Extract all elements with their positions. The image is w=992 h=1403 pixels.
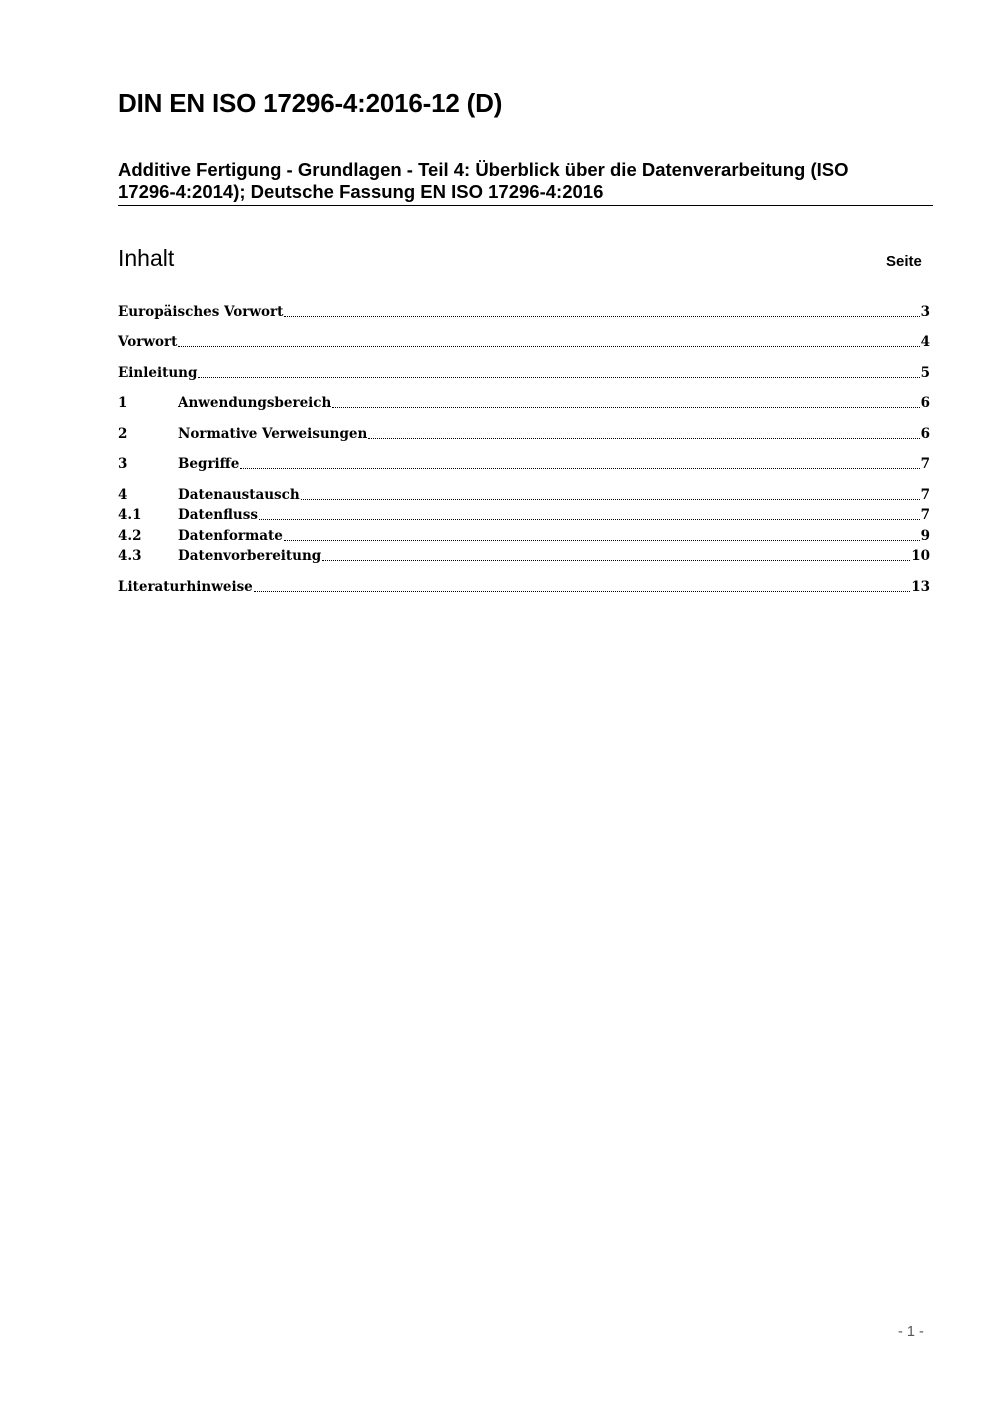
- toc-entry-vorwort[interactable]: [118, 332, 930, 352]
- page-number: - 1 -: [898, 1324, 924, 1340]
- toc-entry-page: 9: [920, 528, 930, 544]
- toc-entry-page: 6: [920, 426, 930, 442]
- toc-entry-title: Normative Verweisungen: [178, 426, 368, 442]
- page-column-label: Seite: [886, 253, 922, 270]
- toc-dot-leader: [301, 499, 920, 500]
- toc-entry-page: 10: [911, 548, 930, 564]
- toc-entry-einleitung[interactable]: [118, 363, 930, 383]
- toc-entry-datenaustausch[interactable]: [118, 485, 930, 505]
- toc-entry-literaturhinweise[interactable]: [118, 577, 930, 597]
- toc-dot-leader: [368, 438, 919, 439]
- toc-entry-page: 3: [920, 304, 930, 320]
- toc-entry-title: Vorwort: [118, 334, 178, 350]
- document-subtitle-line-2: 17296-4:2014); Deutsche Fassung EN ISO 17296-4:2016: [118, 181, 604, 202]
- toc-dot-leader: [284, 540, 920, 541]
- toc-entry-page: 7: [920, 456, 930, 472]
- toc-entry-anwendungsbereich[interactable]: [118, 393, 930, 413]
- document-subtitle-line-1: Additive Fertigung - Grundlagen - Teil 4: Überblick über die Datenverarbeitung (ISO: [118, 159, 849, 180]
- toc-entry-title: Datenaustausch: [178, 487, 300, 503]
- toc-entry-datenfluss[interactable]: [118, 505, 930, 525]
- toc-entry-number: 4: [118, 487, 128, 503]
- toc-entry-title: Literaturhinweise: [118, 579, 253, 595]
- toc-dot-leader: [284, 316, 919, 317]
- toc-entry-title: Datenfluss: [178, 507, 258, 523]
- toc-entry-number: 2: [118, 426, 128, 442]
- toc-entry-page: 6: [920, 395, 930, 411]
- toc-entry-page: 7: [920, 487, 930, 503]
- toc-entry-europaeisches-vorwort[interactable]: [118, 302, 930, 322]
- toc-dot-leader: [254, 591, 910, 592]
- toc-entry-normative-verweisungen[interactable]: [118, 424, 930, 444]
- document-subtitle: [118, 159, 933, 206]
- toc-dot-leader: [259, 519, 920, 520]
- toc-entry-title: Datenformate: [178, 528, 283, 544]
- toc-entry-title: Anwendungsbereich: [178, 395, 332, 411]
- toc-entry-number: 4.1: [118, 507, 142, 523]
- toc-entry-begriffe[interactable]: [118, 454, 930, 474]
- toc-dot-leader: [240, 468, 919, 469]
- toc-dot-leader: [322, 560, 910, 561]
- toc-entry-page: 7: [920, 507, 930, 523]
- toc-entry-number: 4.2: [118, 528, 142, 544]
- toc-entry-title: Einleitung: [118, 365, 198, 381]
- toc-entry-datenformate[interactable]: [118, 526, 930, 546]
- toc-dot-leader: [332, 407, 919, 408]
- toc-entry-page: 13: [911, 579, 930, 595]
- toc-entry-title: Europäisches Vorwort: [118, 304, 284, 320]
- toc-entry-datenvorbereitung[interactable]: [118, 546, 930, 566]
- document-title: DIN EN ISO 17296-4:2016-12 (D): [118, 88, 503, 118]
- toc-entry-title: Datenvorbereitung: [178, 548, 322, 564]
- toc-heading: Inhalt: [118, 245, 175, 271]
- toc-dot-leader: [198, 377, 919, 378]
- toc-entry-number: 1: [118, 395, 128, 411]
- toc-entry-number: 3: [118, 456, 128, 472]
- toc-entry-page: 4: [920, 334, 930, 350]
- toc-dot-leader: [178, 346, 919, 347]
- toc-entry-page: 5: [920, 365, 930, 381]
- toc-entry-number: 4.3: [118, 548, 142, 564]
- toc-entry-title: Begriffe: [178, 456, 240, 472]
